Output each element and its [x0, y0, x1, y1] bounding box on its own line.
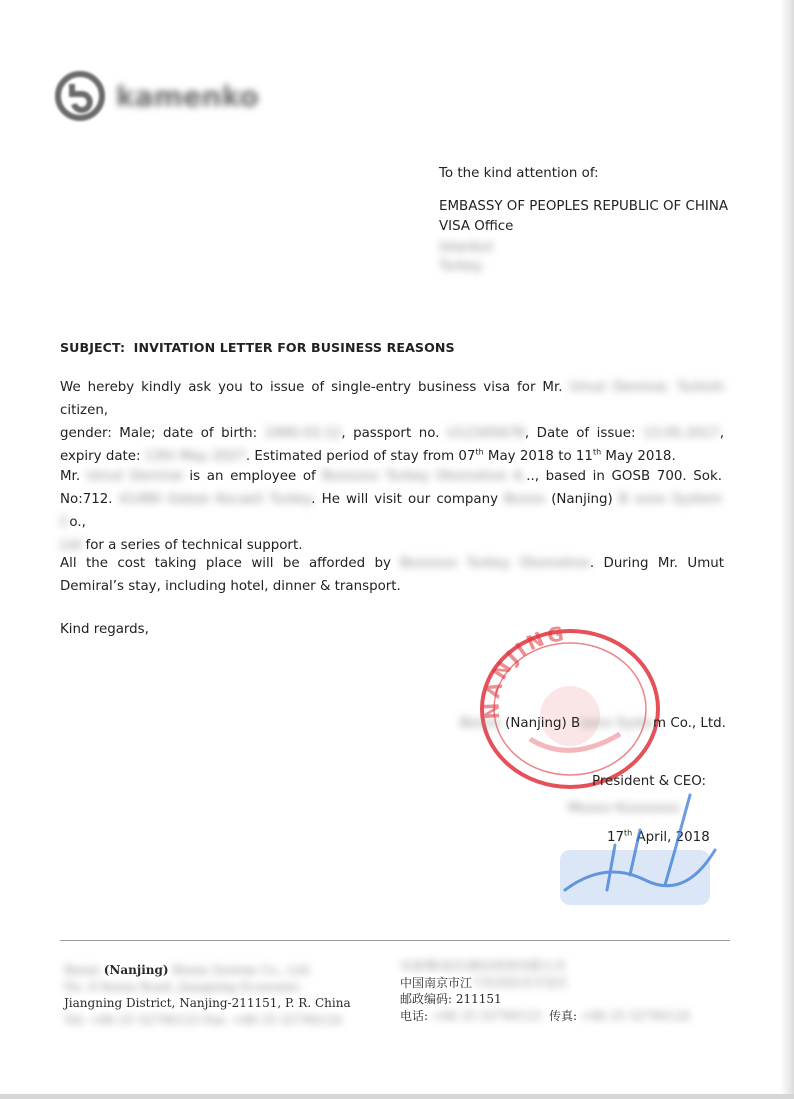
redacted-birth-date: 1990.03.12	[264, 426, 342, 441]
redacted-footer-company-2: Bxxxx System Co., Ltd.	[172, 963, 313, 977]
footer-right	[400, 958, 690, 1024]
footer-left-line-1: Bxxxx (Nanjing) Bxxxx System Co., Ltd.	[64, 963, 313, 977]
embassy-name: EMBASSY OF PEOPLES REPUBLIC OF CHINA	[439, 199, 729, 214]
p2-line-2: No:712. 41480 Gebze Kocaeli Turkey. He will visit our company Bxxxx (Nanjing) B xxxx System Co.,	[60, 492, 722, 530]
redacted-footer-address: No. 8 Xxxxx Road, Jiangning Economic	[64, 979, 301, 994]
redacted-footer-cn-address: 宁经济技术开发区	[472, 975, 569, 990]
paragraph-employee	[60, 465, 722, 557]
p3-line-2: Demiral’s stay, including hotel, dinner & transport.	[60, 579, 401, 594]
p1-line-3: expiry date: 13th May 2027. Estimated period of stay from 07th May 2018 to 11th May 2018.	[60, 447, 676, 464]
footer-right-line-4: 电话: +86 25 52790123 传真: +86 25 52790124	[400, 1008, 691, 1023]
p2-line-1: Mr. Umut Demiral is an employee of Bxxxxxx Turkey Otomotive A..., based in GOSB 700. Sok.	[60, 469, 722, 484]
redacted-passport-no: U12345678	[446, 426, 525, 441]
company-stamp-icon	[470, 624, 670, 794]
company-logo	[54, 70, 264, 122]
redacted-footer-company-1: Bxxxx	[64, 963, 100, 977]
subject-line	[60, 340, 455, 355]
company-logo-icon	[54, 70, 106, 122]
redacted-company-suffix: Ltd	[60, 538, 82, 553]
page-bottom-edge	[0, 1094, 794, 1099]
redacted-closing-company-2: xxxx Syste	[580, 716, 654, 731]
page-edge	[780, 0, 794, 1099]
paragraph-visa-request	[60, 376, 724, 468]
paragraph-costs	[60, 552, 724, 598]
company-logo-text: kamenko	[116, 80, 259, 113]
footer-left	[64, 962, 351, 1028]
footer-divider	[60, 940, 730, 941]
closing-date: 17th April, 2018	[607, 828, 710, 845]
closing-title: President & CEO:	[592, 774, 707, 789]
attention-line: To the kind attention of:	[439, 166, 599, 181]
signature-icon	[555, 790, 725, 910]
redacted-name-nationality: Umut Demiral, Turkish	[569, 380, 724, 395]
redacted-issue-date: 13.05.2017	[643, 426, 720, 441]
closing-regards: Kind regards,	[60, 622, 149, 637]
redacted-employee-name: Umut Demiral	[86, 469, 183, 484]
stamp-text: NANJING	[479, 624, 569, 720]
p2-line-3: Ltd for a series of technical support.	[60, 538, 303, 553]
redacted-address-1: Istanbul	[439, 240, 493, 255]
redacted-cost-bearer: Bxxxxxx Turkey Otomotive	[400, 556, 590, 571]
footer-left-line-3: Jiangning District, Nanjing-211151, P. R. China	[64, 996, 351, 1010]
p3-line-1: All the cost taking place will be afforded by Bxxxxxx Turkey Otomotive. During Mr. Umut	[60, 556, 724, 571]
redacted-footer-cn-fax: +86 25 52790124	[580, 1008, 691, 1023]
redacted-employer-address: 41480 Gebze Kocaeli Turkey	[118, 492, 312, 507]
closing-company: Bxxxx (Nanjing) Bxxxx System Co., Ltd.	[460, 716, 726, 731]
redacted-address-2: Turkey	[439, 259, 483, 274]
footer-right-line-3: 邮政编码: 211151	[400, 992, 502, 1006]
redacted-footer-phone: Tel: +86 25 52790123 Fax: +86 25 52790124	[64, 1012, 342, 1027]
redacted-company-2: B xxxx System C	[60, 492, 722, 530]
redacted-signatory-name: Mxxxx Kxxxxxxx	[568, 801, 680, 816]
redacted-expiry-date: 13th May 2027	[144, 449, 246, 464]
p1-line-2: gender: Male; date of birth: 1990.03.12, passport no. U12345678, Date of issue: 13.05.2017,	[60, 426, 725, 441]
visa-office: VISA Office	[439, 219, 514, 234]
subject-text: INVITATION LETTER FOR BUSINESS REASONS	[133, 340, 455, 355]
redacted-company-1: Bxxxx	[504, 492, 546, 507]
redacted-employer: Bxxxxxx Turkey Otomotive A.	[322, 469, 527, 484]
redacted-footer-cn-company: 布雷博(南京)制动系统有限公司	[400, 959, 566, 973]
p1-line-1: We hereby kindly ask you to issue of single-entry business visa for Mr. Umut Demiral, Turkish citizen,	[60, 380, 724, 418]
redacted-footer-cn-phone: +86 25 52790123	[431, 1008, 542, 1023]
redacted-closing-company-1: Bxxxx	[460, 716, 501, 731]
subject-label: SUBJECT:	[60, 340, 126, 355]
recipient-block	[439, 162, 728, 278]
footer-right-line-2: 中国南京市江宁经济技术开发区	[400, 975, 569, 990]
